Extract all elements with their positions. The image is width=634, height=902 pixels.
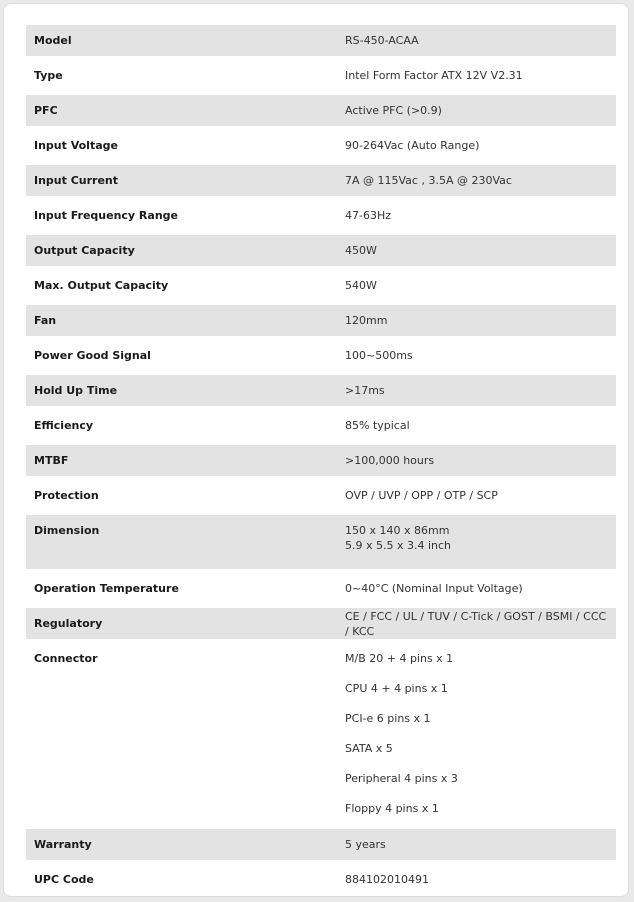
spec-label: Regulatory [26, 608, 337, 639]
spec-label: Dimension [26, 515, 337, 569]
spec-value: OVP / UVP / OPP / OTP / SCP [337, 480, 616, 511]
spec-value: >100,000 hours [337, 445, 616, 476]
spec-value: >17ms [337, 375, 616, 406]
spec-label: Input Voltage [26, 130, 337, 161]
spec-label: Input Current [26, 165, 337, 196]
spec-label: Warranty [26, 829, 337, 860]
spec-row-max-output [26, 270, 616, 301]
spec-row-regulatory [26, 608, 616, 639]
spec-value: Intel Form Factor ATX 12V V2.31 [337, 60, 616, 91]
spec-row-operation-temperature [26, 573, 616, 604]
spec-value [337, 643, 616, 825]
spec-value [337, 515, 616, 569]
spec-value: CE / FCC / UL / TUV / C-Tick / GOST / BSMI / CCC / KCC [337, 608, 616, 639]
spec-row-hold-up [26, 375, 616, 406]
spec-table [26, 25, 616, 895]
spec-label: Model [26, 25, 337, 56]
connector-line: CPU 4 + 4 pins x 1 [345, 682, 448, 695]
spec-row-output-capacity [26, 235, 616, 266]
spec-row-connector [26, 643, 616, 825]
connector-line: Floppy 4 pins x 1 [345, 802, 439, 815]
connector-line: PCI-e 6 pins x 1 [345, 712, 431, 725]
spec-value: 0~40°C (Nominal Input Voltage) [337, 573, 616, 604]
spec-row-pfc [26, 95, 616, 126]
spec-value: 100~500ms [337, 340, 616, 371]
spec-label: Hold Up Time [26, 375, 337, 406]
spec-row-upc-code [26, 864, 616, 895]
spec-value: 7A @ 115Vac , 3.5A @ 230Vac [337, 165, 616, 196]
spec-label: Connector [26, 643, 337, 825]
spec-row-dimension [26, 515, 616, 569]
spec-label: UPC Code [26, 864, 337, 895]
spec-value: 540W [337, 270, 616, 301]
spec-value: RS-450-ACAA [337, 25, 616, 56]
spec-row-protection [26, 480, 616, 511]
spec-label: Input Frequency Range [26, 200, 337, 231]
spec-label: PFC [26, 95, 337, 126]
spec-row-type [26, 60, 616, 91]
spec-value-line: 5.9 x 5.5 x 3.4 inch [345, 539, 452, 552]
spec-value-line: 150 x 140 x 86mm [345, 524, 450, 537]
connector-line: Peripheral 4 pins x 3 [345, 772, 458, 785]
spec-label: Power Good Signal [26, 340, 337, 371]
spec-row-input-current [26, 165, 616, 196]
spec-row-input-frequency [26, 200, 616, 231]
spec-row-efficiency [26, 410, 616, 441]
connector-line: SATA x 5 [345, 742, 393, 755]
spec-value: Active PFC (>0.9) [337, 95, 616, 126]
spec-value: 85% typical [337, 410, 616, 441]
spec-label: Max. Output Capacity [26, 270, 337, 301]
spec-label: Efficiency [26, 410, 337, 441]
spec-value: 120mm [337, 305, 616, 336]
spec-row-model [26, 25, 616, 56]
spec-row-fan [26, 305, 616, 336]
spec-label: Operation Temperature [26, 573, 337, 604]
spec-label: Output Capacity [26, 235, 337, 266]
spec-value: 90-264Vac (Auto Range) [337, 130, 616, 161]
spec-label: Type [26, 60, 337, 91]
spec-value: 450W [337, 235, 616, 266]
spec-card [3, 3, 629, 897]
spec-row-mtbf [26, 445, 616, 476]
spec-row-power-good [26, 340, 616, 371]
spec-label: Fan [26, 305, 337, 336]
spec-row-input-voltage [26, 130, 616, 161]
spec-label: MTBF [26, 445, 337, 476]
spec-row-warranty [26, 829, 616, 860]
spec-value: 884102010491 [337, 864, 616, 895]
spec-label: Protection [26, 480, 337, 511]
connector-line: M/B 20 + 4 pins x 1 [345, 652, 454, 665]
spec-value: 5 years [337, 829, 616, 860]
spec-value: 47-63Hz [337, 200, 616, 231]
